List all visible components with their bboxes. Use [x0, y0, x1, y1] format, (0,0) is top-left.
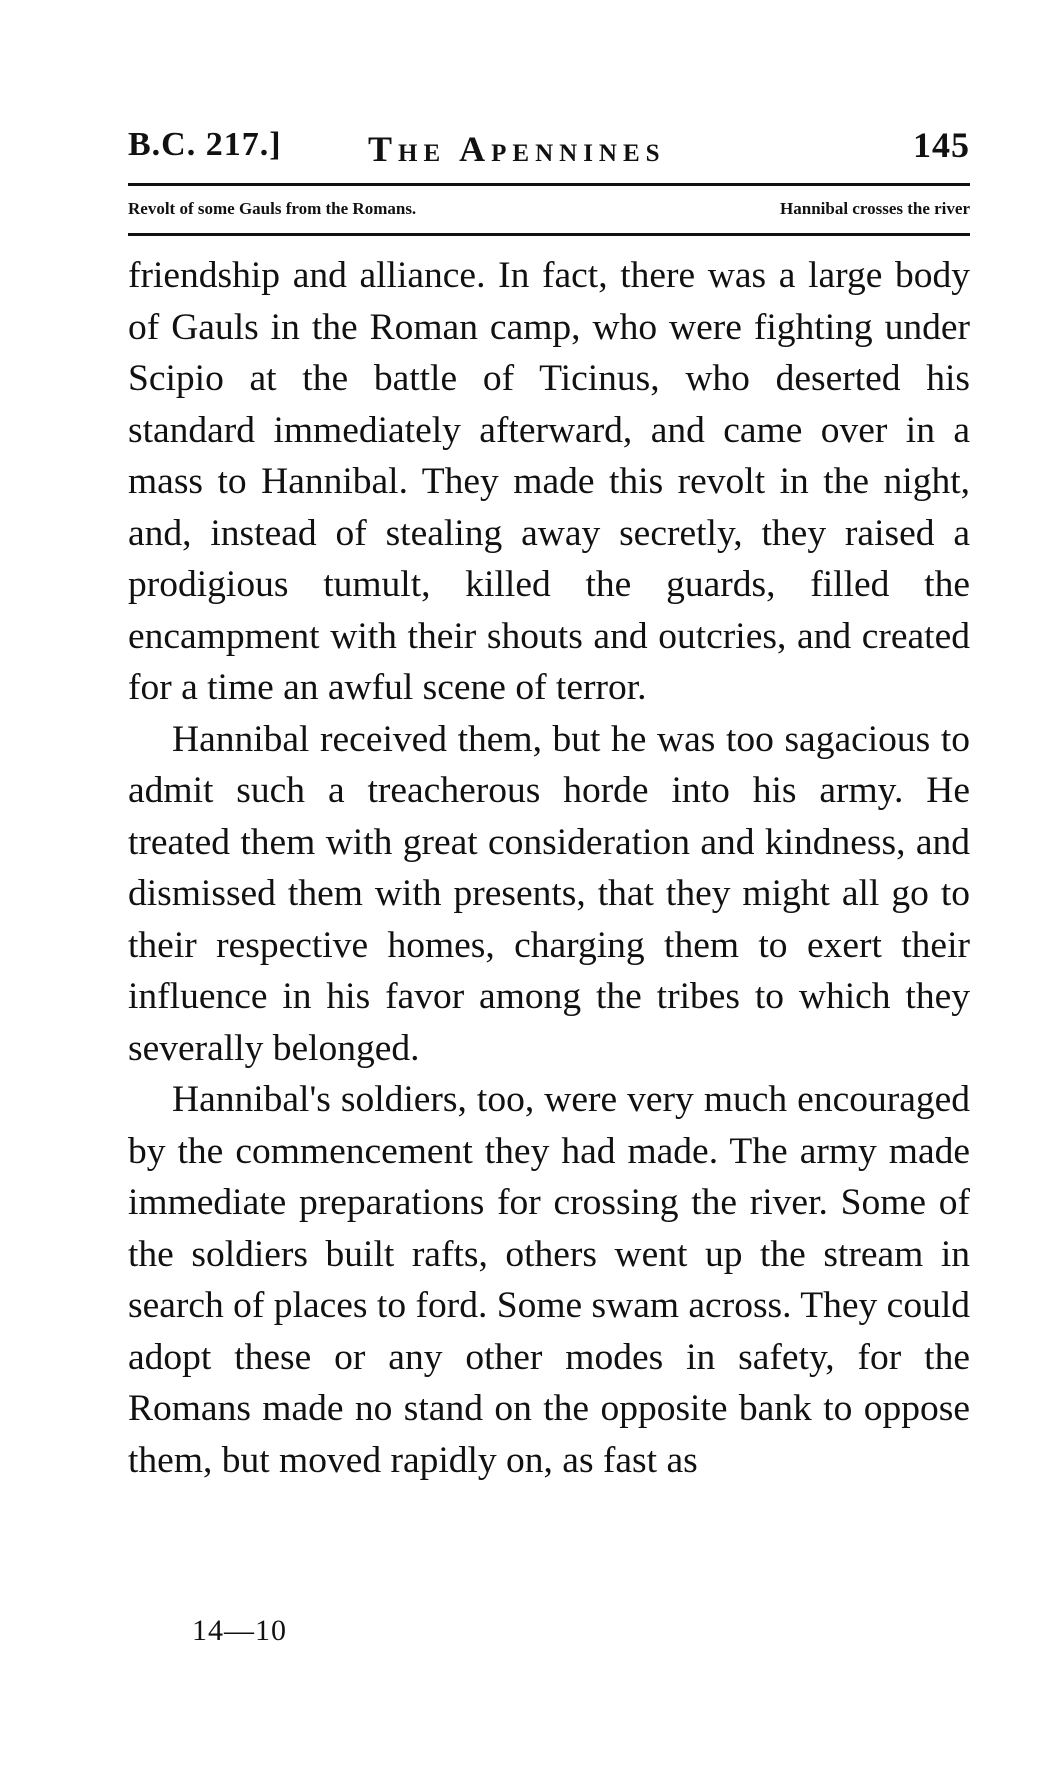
subhead-left: Revolt of some Gauls from the Romans. — [128, 199, 417, 218]
body-text — [128, 250, 970, 1486]
running-head-title: The Apennines — [368, 129, 666, 169]
subject-headline — [128, 195, 970, 227]
paragraph-continued: friendship and alliance. In fact, there was a large body of Gauls in the Roman camp, who were fighting under Scipio at the battle of Ticinus, who deserted his standard immediately afterward, and came over in a mass to Hannibal. They made this revolt in the night, and, instead of stealing away secretly, they raised a prodigious tumult, killed the guards, filled the encampment with their shouts and outcries, and created for a time an awful scene of terror. — [128, 255, 970, 708]
page-number: 145 — [913, 125, 970, 165]
paragraph-hannibal-received: Hannibal received them, but he was too sagacious to admit such a treacherous horde into his army. He treated them with great consideration and kindness, and dismissed them with presents, that they might all go to their respective homes, charging them to exert their influence in his favor among the tribes to which they severally belonged. — [128, 718, 970, 1069]
running-head — [128, 118, 970, 168]
header-rule-bottom — [128, 233, 970, 236]
paragraph-soldiers-encouraged: Hannibal's soldiers, too, were very much encouraged by the commencement they had made. The army made immediate preparations for crossing the river. Some of the soldiers built rafts, others went up the stream in search of places to ford. Some swam across. They could adopt these or any other modes in safety, for the Romans made no stand on the opposite bank to oppose them, but moved rapidly on, as fast as — [128, 1079, 970, 1481]
header-rule-top — [128, 183, 970, 186]
running-head-date: B.C. 217.] — [128, 126, 282, 163]
subhead-right: Hannibal crosses the river — [780, 199, 970, 218]
signature-mark: 14—10 — [192, 1614, 287, 1647]
